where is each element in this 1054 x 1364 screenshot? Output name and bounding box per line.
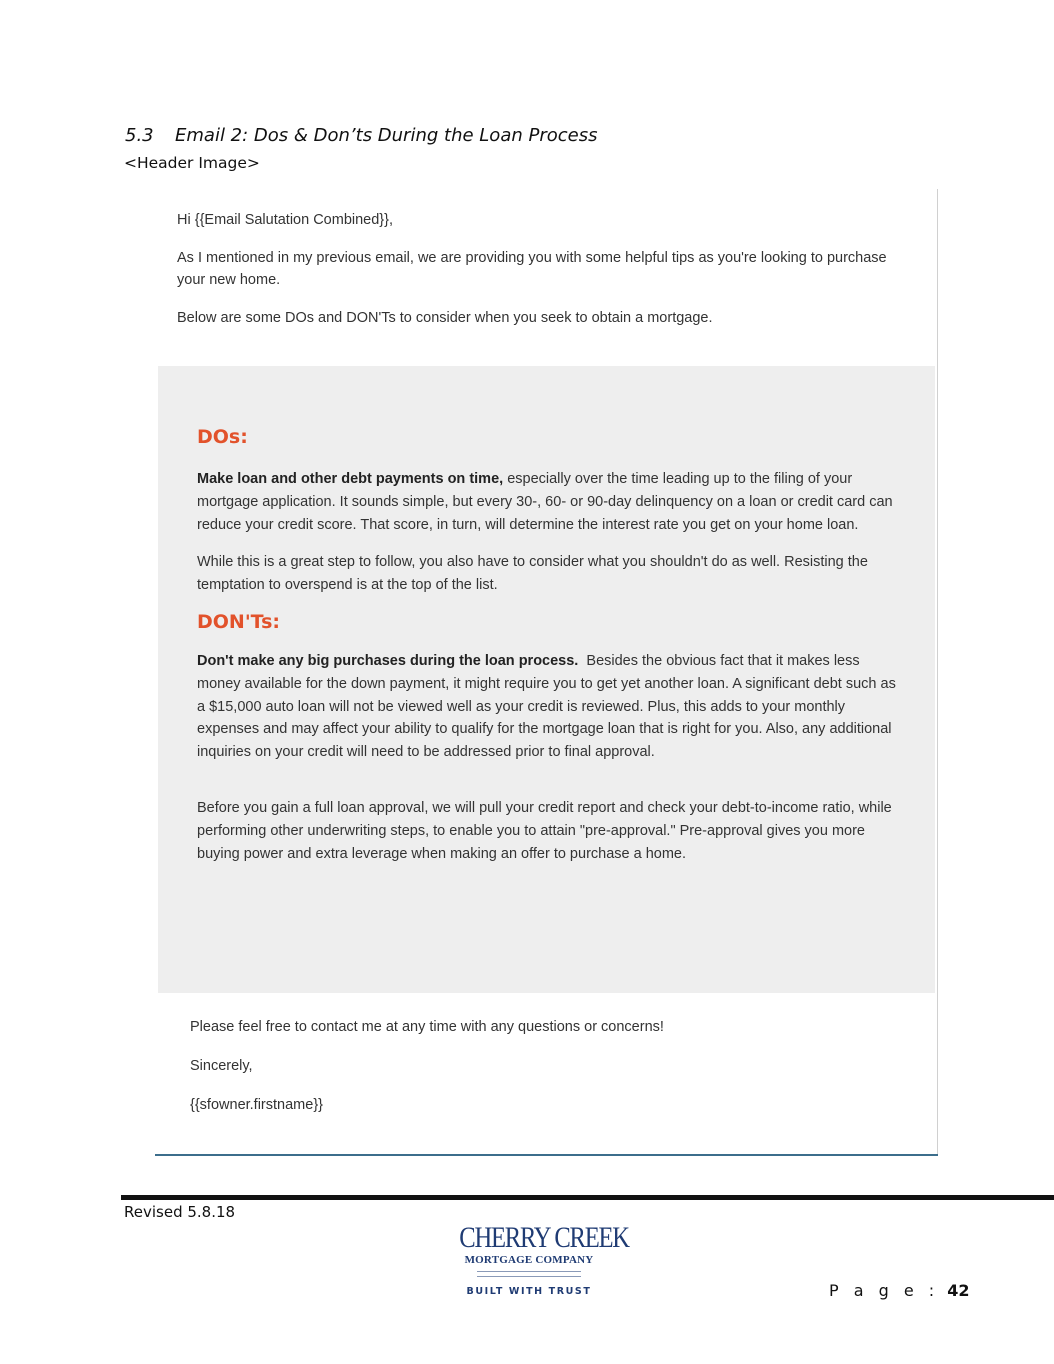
email-intro-paragraph: As I mentioned in my previous email, we are providing you with some helpful tips as you're looking to purchase your new home. — [177, 249, 887, 288]
page-label: P a g e : — [829, 1281, 940, 1300]
section-title: Email 2: Dos & Don’ts During the Loan Process — [175, 125, 598, 146]
donts-tip-text: Besides the obvious fact that it makes less money available for the down payment, it might require you to get yet another loan. A significant debt such as a $15,000 auto loan will not be viewed well as your credit is reviewed. Plus, this adds to your monthly expenses and may affect your ability to qualify for the mortgage loan that is right for you. Also, any additional inquiries on your credit will need to be addressed prior to final approval. — [197, 652, 900, 761]
dos-followup: While this is a great step to follow, you also have to consider what you shouldn't do as well. Resisting the temptation to overspend is at the top of the list. — [197, 554, 868, 594]
section-number: 5.3 — [125, 125, 154, 146]
logo-tagline: BUILT WITH TRUST — [466, 1286, 592, 1297]
tips-content — [197, 424, 907, 865]
footer-divider — [121, 1195, 1054, 1200]
donts-heading: DON'Ts: — [197, 610, 280, 633]
dos-tip-text: especially over the time leading up to the filing of your mortgage application. It sounds simple, but every 30-, 60- or 90-day delinquency on a loan or credit card can reduce your credit score. That score, in turn, will determine the interest rate you get on your home loan. — [197, 471, 893, 533]
donts-tip — [197, 650, 907, 764]
dos-tip — [197, 468, 907, 536]
email-greeting: Hi {{Email Salutation Combined}}, — [177, 212, 394, 228]
donts-tip-bold: Don't make any big purchases during the loan process. — [197, 652, 579, 669]
dos-heading: DOs: — [197, 426, 248, 448]
email-closing — [190, 1016, 890, 1133]
email-intro-line: Below are some DOs and DON'Ts to consider when you seek to obtain a mortgage. — [177, 309, 713, 326]
email-intro — [177, 209, 907, 344]
preapproval-paragraph: Before you gain a full loan approval, we will pull your credit report and check your debt-to-income ratio, while performing other underwriting steps, to enable you to attain "pre-approval." Pre-approval gives you more buying power and extra leverage when making an offer to purchase a home. — [197, 799, 892, 862]
revised-date: Revised 5.8.18 — [124, 1203, 236, 1221]
page-number-value: 42 — [947, 1281, 970, 1300]
logo-main-text: CHERRY CREEK — [459, 1221, 629, 1254]
logo-sub-text: MORTGAGE COMPANY — [464, 1254, 594, 1266]
logo-divider — [477, 1276, 581, 1277]
signoff: Sincerely, — [190, 1058, 253, 1074]
email-bottom-divider — [155, 1154, 938, 1156]
signature-placeholder: {{sfowner.firstname}} — [190, 1097, 323, 1113]
logo-divider — [477, 1271, 581, 1272]
page-number — [829, 1281, 969, 1300]
section-heading — [125, 125, 597, 146]
dos-tip-bold: Make loan and other debt payments on time, — [197, 471, 504, 487]
company-logo — [444, 1221, 629, 1297]
header-image-placeholder: <Header Image> — [124, 154, 260, 172]
closing-line: Please feel free to contact me at any time with any questions or concerns! — [190, 1019, 664, 1035]
